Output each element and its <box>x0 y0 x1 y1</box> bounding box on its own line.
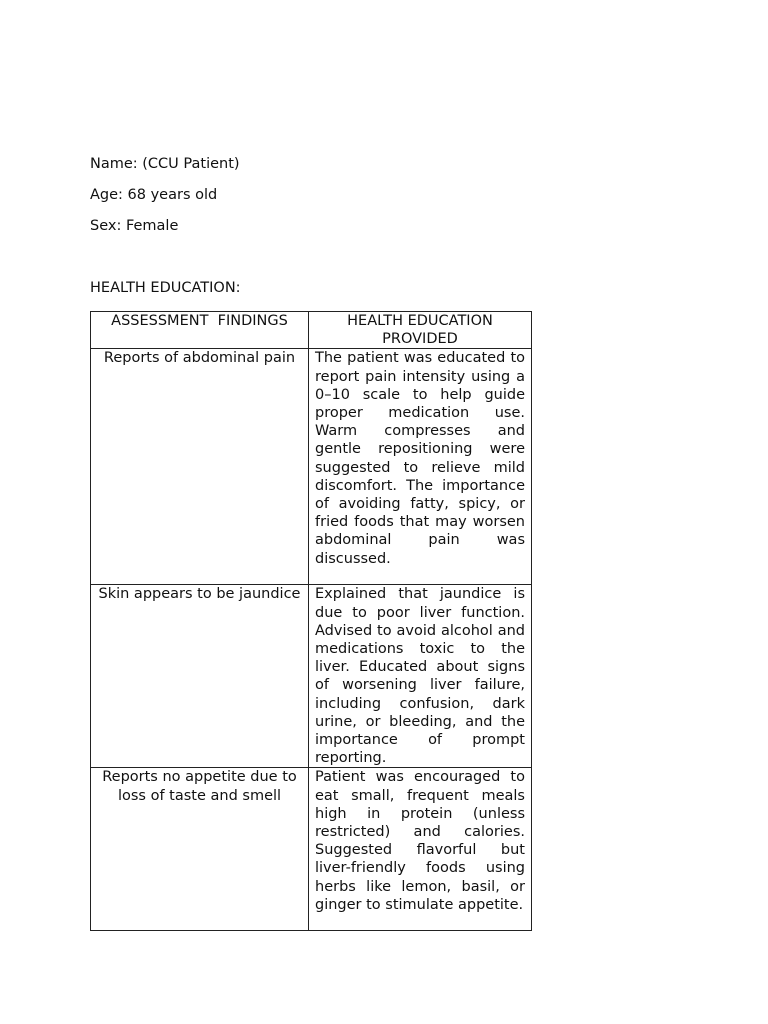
finding-cell: Skin appears to be jaundice <box>91 585 309 768</box>
table-header-row <box>91 312 532 349</box>
header-assessment-findings: ASSESSMENT FINDINGS <box>91 312 309 349</box>
table-row <box>91 768 532 931</box>
health-education-table <box>90 311 532 931</box>
finding-cell: Reports of abdominal pain <box>91 349 309 585</box>
education-cell: Patient was encouraged to eat small, frequent meals high in protein (unless restricted) and calories. Suggested flavorful but liver-friendly foods using herbs like lemon, basil, or ginger to stimulate appetite. <box>309 768 532 931</box>
patient-sex: Sex: Female <box>90 218 179 234</box>
patient-name: Name: (CCU Patient) <box>90 156 240 172</box>
education-cell: Explained that jaundice is due to poor liver function. Advised to avoid alcohol and medications toxic to the liver. Educated about signs of worsening liver failure, including confusion, dark urine, or bleeding, and the importance of prompt reporting. <box>309 585 532 768</box>
finding-cell: Reports no appetite due to loss of taste and smell <box>91 768 309 931</box>
education-cell: The patient was educated to report pain intensity using a 0–10 scale to help guide proper medication use. Warm compresses and gentle repositioning were suggested to relieve mild discomfort. The importance of avoiding fatty, spicy, or fried foods that may worsen abdominal pain was discussed. <box>309 349 532 585</box>
header-health-education: HEALTH EDUCATION PROVIDED <box>309 312 532 349</box>
patient-age: Age: 68 years old <box>90 187 218 203</box>
section-heading: HEALTH EDUCATION: <box>90 280 241 296</box>
table-row <box>91 349 532 585</box>
table-row <box>91 585 532 768</box>
